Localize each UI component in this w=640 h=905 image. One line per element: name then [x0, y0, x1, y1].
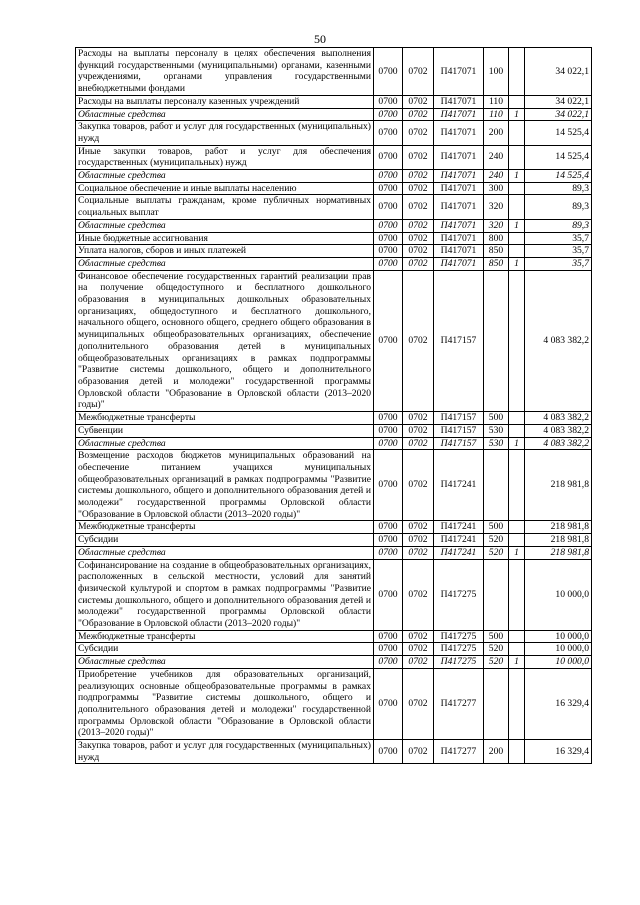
target-article-code: П417071: [434, 182, 484, 195]
funding-source-code: [509, 412, 525, 425]
target-article-code: П417071: [434, 219, 484, 232]
row-name: Расходы на выплаты персоналу казенных учреждений: [76, 95, 374, 108]
subsection-code: 0702: [403, 546, 434, 559]
amount: 4 083 382,2: [525, 424, 592, 437]
amount: 34 022,1: [525, 48, 592, 96]
table-row: [76, 412, 592, 425]
table-row: [76, 668, 592, 739]
target-article-code: П417071: [434, 232, 484, 245]
funding-source-code: 1: [509, 437, 525, 450]
row-name: Областные средства: [76, 219, 374, 232]
row-name: Возмещение расходов бюджетов муниципальных образований на обеспечение питанием учащихся муниципальных общеобразовательных организаций в рамках подпрограммы "Развитие системы дошкольного, общего и дополнительного образования детей и молодежи" государственной программы Орловской области "Образование в Орловской области (2013–2020 годы)": [76, 450, 374, 521]
section-code: 0700: [374, 424, 403, 437]
amount: 10 000,0: [525, 630, 592, 643]
expense-type-code: 530: [484, 424, 509, 437]
amount: 218 981,8: [525, 450, 592, 521]
subsection-code: 0702: [403, 195, 434, 219]
funding-source-code: [509, 559, 525, 630]
target-article-code: П417071: [434, 195, 484, 219]
section-code: 0700: [374, 668, 403, 739]
expense-type-code: 520: [484, 546, 509, 559]
subsection-code: 0702: [403, 145, 434, 169]
row-name: Субсидии: [76, 643, 374, 656]
subsection-code: 0702: [403, 182, 434, 195]
row-name: Областные средства: [76, 656, 374, 669]
target-article-code: П417275: [434, 559, 484, 630]
target-article-code: П417071: [434, 95, 484, 108]
section-code: 0700: [374, 121, 403, 145]
budget-table-body: [76, 48, 592, 764]
amount: 4 083 382,2: [525, 412, 592, 425]
section-code: 0700: [374, 630, 403, 643]
section-code: 0700: [374, 270, 403, 411]
target-article-code: П417241: [434, 521, 484, 534]
expense-type-code: 110: [484, 95, 509, 108]
funding-source-row: [76, 546, 592, 559]
funding-source-row: [76, 170, 592, 183]
table-row: [76, 534, 592, 547]
section-code: 0700: [374, 170, 403, 183]
funding-source-code: [509, 232, 525, 245]
amount: 218 981,8: [525, 534, 592, 547]
subsection-code: 0702: [403, 450, 434, 521]
subsection-code: 0702: [403, 668, 434, 739]
expense-type-code: 320: [484, 219, 509, 232]
row-name: Субвенции: [76, 424, 374, 437]
subsection-code: 0702: [403, 656, 434, 669]
target-article-code: П417157: [434, 437, 484, 450]
section-code: 0700: [374, 656, 403, 669]
row-name: Областные средства: [76, 108, 374, 121]
row-name: Закупка товаров, работ и услуг для государственных (муниципальных) нужд: [76, 121, 374, 145]
expense-type-code: 800: [484, 232, 509, 245]
section-code: 0700: [374, 95, 403, 108]
table-row: [76, 270, 592, 411]
amount: 34 022,1: [525, 108, 592, 121]
expense-type-code: 500: [484, 521, 509, 534]
amount: 10 000,0: [525, 643, 592, 656]
section-code: 0700: [374, 219, 403, 232]
funding-source-code: 1: [509, 108, 525, 121]
subsection-code: 0702: [403, 121, 434, 145]
expense-type-code: [484, 559, 509, 630]
row-name: Уплата налогов, сборов и иных платежей: [76, 245, 374, 258]
target-article-code: П417071: [434, 257, 484, 270]
funding-source-code: [509, 270, 525, 411]
section-code: 0700: [374, 257, 403, 270]
section-code: 0700: [374, 450, 403, 521]
subsection-code: 0702: [403, 245, 434, 258]
expense-type-code: [484, 450, 509, 521]
section-code: 0700: [374, 108, 403, 121]
funding-source-code: [509, 245, 525, 258]
subsection-code: 0702: [403, 170, 434, 183]
expense-type-code: 500: [484, 412, 509, 425]
target-article-code: П417157: [434, 412, 484, 425]
subsection-code: 0702: [403, 95, 434, 108]
section-code: 0700: [374, 437, 403, 450]
row-name: Областные средства: [76, 546, 374, 559]
funding-source-code: [509, 630, 525, 643]
row-name: Межбюджетные трансферты: [76, 412, 374, 425]
subsection-code: 0702: [403, 643, 434, 656]
funding-source-code: 1: [509, 257, 525, 270]
table-row: [76, 740, 592, 764]
row-name: Софинансирование на создание в общеобразовательных организациях, расположенных в сельской местности, условий для занятий физической культурой и спортом в рамках подпрограммы "Развитие системы дошкольного, общего и дополнительного образования детей и молодежи" государственной программы Орловской области "Образование в Орловской области (2013–2020 годы)": [76, 559, 374, 630]
table-row: [76, 450, 592, 521]
section-code: 0700: [374, 48, 403, 96]
row-name: Межбюджетные трансферты: [76, 521, 374, 534]
table-row: [76, 559, 592, 630]
expense-type-code: 500: [484, 630, 509, 643]
amount: 218 981,8: [525, 546, 592, 559]
amount: 89,3: [525, 182, 592, 195]
expense-type-code: 240: [484, 145, 509, 169]
funding-source-code: 1: [509, 546, 525, 559]
funding-source-code: [509, 521, 525, 534]
target-article-code: П417241: [434, 546, 484, 559]
expense-type-code: 110: [484, 108, 509, 121]
target-article-code: П417157: [434, 424, 484, 437]
amount: 4 083 382,2: [525, 437, 592, 450]
target-article-code: П417275: [434, 656, 484, 669]
expense-type-code: 520: [484, 656, 509, 669]
target-article-code: П417071: [434, 121, 484, 145]
row-name: Субсидии: [76, 534, 374, 547]
target-article-code: П417071: [434, 145, 484, 169]
subsection-code: 0702: [403, 48, 434, 96]
target-article-code: П417275: [434, 643, 484, 656]
expense-type-code: 320: [484, 195, 509, 219]
funding-source-row: [76, 219, 592, 232]
subsection-code: 0702: [403, 534, 434, 547]
subsection-code: 0702: [403, 630, 434, 643]
expense-type-code: 300: [484, 182, 509, 195]
budget-table: [75, 47, 592, 764]
target-article-code: П417071: [434, 170, 484, 183]
row-name: Областные средства: [76, 437, 374, 450]
funding-source-code: 1: [509, 170, 525, 183]
subsection-code: 0702: [403, 412, 434, 425]
funding-source-code: [509, 534, 525, 547]
subsection-code: 0702: [403, 270, 434, 411]
funding-source-code: 1: [509, 219, 525, 232]
amount: 14 525,4: [525, 145, 592, 169]
row-name: Областные средства: [76, 257, 374, 270]
page-number: 50: [314, 32, 326, 46]
table-row: [76, 121, 592, 145]
amount: 10 000,0: [525, 559, 592, 630]
row-name: Финансовое обеспечение государственных гарантий реализации прав на получение общедоступного и бесплатного дошкольного образования в муниципальных дошкольных образовательных организациях, общедоступного и бесплатного дошкольного, начального общего, основного общего, среднего общего образования в муниципальных общеобразовательных организациях, обеспечение дополнительного образования детей в муниципальных общеобразовательных организациях в рамках подпрограммы "Развитие системы дошкольного, общего и дополнительного образования детей и молодежи" государственной программы Орловской области "Образование в Орловской области (2013–2020 годы)": [76, 270, 374, 411]
funding-source-row: [76, 437, 592, 450]
expense-type-code: 240: [484, 170, 509, 183]
table-row: [76, 643, 592, 656]
row-name: Закупка товаров, работ и услуг для государственных (муниципальных) нужд: [76, 740, 374, 764]
expense-type-code: 200: [484, 121, 509, 145]
section-code: 0700: [374, 245, 403, 258]
row-name: Иные закупки товаров, работ и услуг для обеспечения государственных (муниципальных) нужд: [76, 145, 374, 169]
subsection-code: 0702: [403, 257, 434, 270]
subsection-code: 0702: [403, 232, 434, 245]
expense-type-code: 200: [484, 740, 509, 764]
amount: 35,7: [525, 257, 592, 270]
funding-source-code: [509, 182, 525, 195]
table-row: [76, 424, 592, 437]
target-article-code: П417241: [434, 450, 484, 521]
amount: 16 329,4: [525, 668, 592, 739]
amount: 35,7: [525, 245, 592, 258]
amount: 89,3: [525, 195, 592, 219]
amount: 89,3: [525, 219, 592, 232]
table-row: [76, 145, 592, 169]
section-code: 0700: [374, 182, 403, 195]
section-code: 0700: [374, 534, 403, 547]
section-code: 0700: [374, 232, 403, 245]
section-code: 0700: [374, 546, 403, 559]
target-article-code: П417275: [434, 630, 484, 643]
amount: 4 083 382,2: [525, 270, 592, 411]
target-article-code: П417157: [434, 270, 484, 411]
funding-source-row: [76, 108, 592, 121]
subsection-code: 0702: [403, 559, 434, 630]
section-code: 0700: [374, 521, 403, 534]
row-name: Иные бюджетные ассигнования: [76, 232, 374, 245]
funding-source-code: [509, 95, 525, 108]
funding-source-code: 1: [509, 656, 525, 669]
table-row: [76, 630, 592, 643]
target-article-code: П417071: [434, 108, 484, 121]
row-name: Областные средства: [76, 170, 374, 183]
target-article-code: П417071: [434, 48, 484, 96]
amount: 218 981,8: [525, 521, 592, 534]
table-row: [76, 48, 592, 96]
subsection-code: 0702: [403, 219, 434, 232]
section-code: 0700: [374, 145, 403, 169]
amount: 14 525,4: [525, 170, 592, 183]
subsection-code: 0702: [403, 521, 434, 534]
table-row: [76, 232, 592, 245]
funding-source-code: [509, 424, 525, 437]
section-code: 0700: [374, 195, 403, 219]
expense-type-code: 850: [484, 257, 509, 270]
funding-source-code: [509, 121, 525, 145]
table-row: [76, 521, 592, 534]
funding-source-code: [509, 195, 525, 219]
table-row: [76, 182, 592, 195]
funding-source-code: [509, 740, 525, 764]
funding-source-code: [509, 48, 525, 96]
amount: 10 000,0: [525, 656, 592, 669]
subsection-code: 0702: [403, 108, 434, 121]
target-article-code: П417071: [434, 245, 484, 258]
section-code: 0700: [374, 740, 403, 764]
row-name: Межбюджетные трансферты: [76, 630, 374, 643]
subsection-code: 0702: [403, 424, 434, 437]
funding-source-row: [76, 656, 592, 669]
target-article-code: П417277: [434, 668, 484, 739]
funding-source-row: [76, 257, 592, 270]
row-name: Социальное обеспечение и иные выплаты населению: [76, 182, 374, 195]
expense-type-code: 850: [484, 245, 509, 258]
section-code: 0700: [374, 643, 403, 656]
funding-source-code: [509, 145, 525, 169]
expense-type-code: [484, 270, 509, 411]
row-name: Расходы на выплаты персоналу в целях обеспечения выполнения функций государственными (муниципальными) органами, казенными учреждениями, органами управления государственными внебюджетными фондами: [76, 48, 374, 96]
section-code: 0700: [374, 412, 403, 425]
amount: 14 525,4: [525, 121, 592, 145]
table-row: [76, 195, 592, 219]
target-article-code: П417241: [434, 534, 484, 547]
subsection-code: 0702: [403, 437, 434, 450]
expense-type-code: 530: [484, 437, 509, 450]
expense-type-code: 520: [484, 643, 509, 656]
table-row: [76, 245, 592, 258]
section-code: 0700: [374, 559, 403, 630]
row-name: Приобретение учебников для образовательных организаций, реализующих основные общеобразовательные программы в рамках подпрограммы "Развитие системы дошкольного, общего и дополнительного образования детей и молодежи" государственной программы Орловской области "Образование в Орловской области (2013–2020 годы)": [76, 668, 374, 739]
target-article-code: П417277: [434, 740, 484, 764]
expense-type-code: 100: [484, 48, 509, 96]
funding-source-code: [509, 643, 525, 656]
amount: 34 022,1: [525, 95, 592, 108]
subsection-code: 0702: [403, 740, 434, 764]
funding-source-code: [509, 450, 525, 521]
expense-type-code: 520: [484, 534, 509, 547]
row-name: Социальные выплаты гражданам, кроме публичных нормативных социальных выплат: [76, 195, 374, 219]
amount: 35,7: [525, 232, 592, 245]
expense-type-code: [484, 668, 509, 739]
funding-source-code: [509, 668, 525, 739]
table-row: [76, 95, 592, 108]
amount: 16 329,4: [525, 740, 592, 764]
